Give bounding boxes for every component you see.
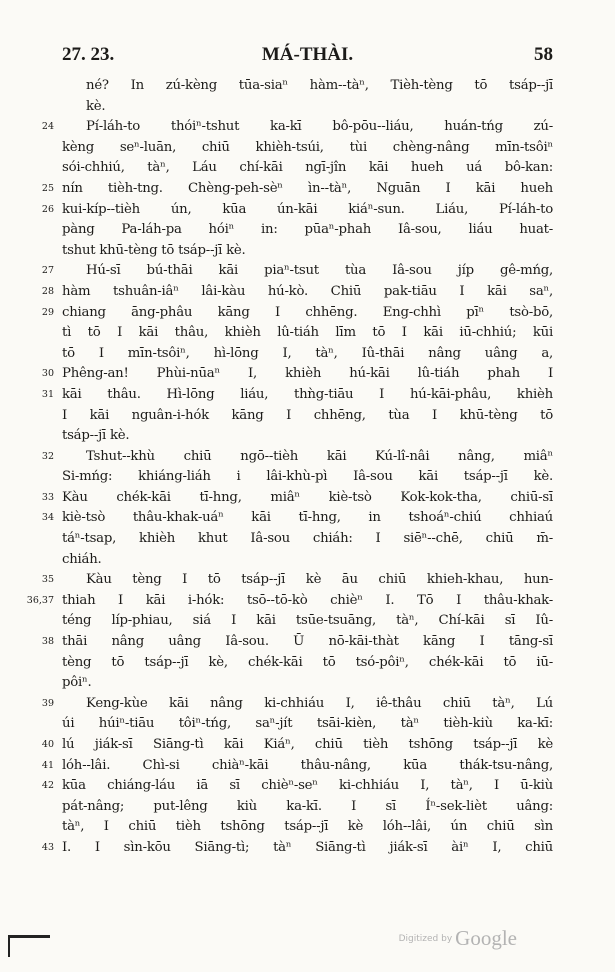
text-line [41, 364, 553, 385]
line-text: pàng Pa-láh-pa hóiⁿ in: pūaⁿ-phah Iâ-sou, liáu huat- [62, 222, 553, 238]
scan-edge-mark [8, 935, 50, 938]
text-line [41, 117, 553, 138]
verse-number: 29 [41, 306, 54, 318]
line-text: kūa chiáng-láu iā sī chièⁿ-seⁿ ki-chhiáu I, tàⁿ, I ū-kiù [62, 778, 553, 794]
line-text: kui-kíp--tièh ún, kūa ún-kāi kiáⁿ-sun. Liáu, Pí-láh-to [62, 201, 553, 217]
text-line [62, 550, 553, 571]
text-line [41, 303, 553, 324]
line-text: hàm tshuân-iâⁿ lâi-kàu hú-kò. Chiū pak-tiāu I kāi saⁿ, [62, 283, 553, 299]
text-line [62, 323, 553, 344]
text-line [41, 447, 553, 468]
text-line [41, 756, 553, 777]
verse-number: 41 [41, 759, 54, 771]
line-text: tì tō I kāi thâu, khièh lû-tiáh līm tō I kāi iū-chhiú; kūi [62, 325, 553, 341]
verse-number: 32 [41, 450, 54, 462]
text-line [62, 220, 553, 241]
verse-number: 26 [41, 203, 54, 215]
line-text: kè. [86, 98, 106, 114]
verse-number: 31 [41, 388, 54, 400]
verse-number: 38 [41, 636, 54, 648]
verse-number: 25 [41, 182, 54, 194]
line-text: kèng seⁿ-luān, chiū khièh-tsúi, tùi chèng-nâng mīn-tsôiⁿ [62, 139, 553, 155]
text-line [62, 529, 553, 550]
scan-edge-tick [8, 935, 10, 957]
verse-number: 35 [41, 574, 54, 586]
text-line [62, 817, 553, 838]
line-text: Phêng-an! Phùi-nūaⁿ I, khièh hú-kāi lû-tiáh phah I [62, 366, 553, 382]
text-line [62, 344, 553, 365]
watermark-prefix: Digitized by [398, 933, 453, 944]
line-text: né? In zú-kèng tūa-siaⁿ hàm--tàⁿ, Tièh-tèng tō tsáp--jī [86, 78, 553, 93]
verse-number: 43 [41, 841, 54, 853]
line-text: thiah I kāi i-hók: tsō--tō-kò chièⁿ I. Tō I thâu-khak- [62, 592, 553, 608]
line-text: tàⁿ, I chiū tièh tshōng tsáp--jī kè lóh--lâi, ún chiū sìn [62, 819, 553, 835]
line-text: tshut khū-tèng tō tsáp--jī kè. [62, 242, 246, 258]
text-line [41, 570, 553, 591]
verse-number: 28 [41, 285, 54, 297]
chapter-verse-reference: 27. 23. [62, 44, 115, 65]
text-line [41, 694, 553, 715]
text-line [41, 282, 553, 303]
text-line [26, 591, 553, 612]
verse-number: 24 [41, 121, 54, 133]
line-text: thāi nâng uâng Iâ-sou. Ū nō-kāi-thàt kāng I tāng-sī [62, 634, 553, 650]
text-line [41, 508, 553, 529]
text-line [62, 97, 553, 118]
line-text: téng líp-phiau, siá I kāi tsūe-tsuāng, tàⁿ, Chí-kāi sī Iû- [62, 613, 553, 629]
digitization-watermark [399, 926, 517, 951]
line-text: tō I mīn-tsôiⁿ, hì-lōng I, tàⁿ, Iû-thāi nâng uâng a, [62, 345, 553, 361]
text-line [62, 406, 553, 427]
running-header [62, 44, 553, 70]
page-number: 58 [534, 44, 553, 65]
line-text: pôiⁿ. [62, 675, 92, 691]
line-text: chiang āng-phâu kāng I chhēng. Eng-chhì pīⁿ tsò-bō, [62, 304, 553, 320]
line-text: lú jiák-sī Siāng-tì kāi Kiáⁿ, chiū tièh tshōng tsáp--jī kè [62, 737, 553, 752]
text-line [41, 838, 553, 859]
verse-number: 34 [41, 512, 54, 524]
line-text: Kàu tèng I tō tsáp--jī kè āu chiū khieh-khau, hun- [86, 572, 553, 588]
text-line [41, 776, 553, 797]
text-line [41, 735, 553, 756]
line-text: Pí-láh-to thóiⁿ-tshut ka-kī bô-pōu--liáu, huán-tńg zú- [86, 119, 553, 135]
text-line [62, 653, 553, 674]
text-line [41, 488, 553, 509]
scripture-text-body [26, 76, 553, 859]
text-line [41, 179, 553, 200]
line-text: nín tièh-tng. Chèng-peh-sèⁿ ìn--tàⁿ, Nguān I kāi hueh [62, 180, 553, 196]
line-text: tsáp--jī kè. [62, 428, 130, 444]
verse-number: 39 [41, 697, 54, 709]
line-text: táⁿ-tsap, khièh khut Iâ-sou chiáh: I siēⁿ--chē, chiū m̄- [62, 531, 553, 547]
text-line [62, 467, 553, 488]
line-text: úi húiⁿ-tiāu tôiⁿ-tńg, saⁿ-jít tsāi-kièn, tàⁿ tièh-kiù ka-kī: [62, 716, 553, 732]
text-line [62, 426, 553, 447]
verse-number: 42 [41, 780, 54, 792]
line-text: sói-chhiú, tàⁿ, Láu chí-kāi ngī-jîn kāi hueh uá bô-kan: [62, 160, 553, 176]
line-text: kāi thâu. Hì-lōng liáu, thǹg-tiāu I hú-kāi-phâu, khièh [62, 386, 553, 402]
verse-number: 33 [41, 491, 54, 503]
line-text: kiè-tsò thâu-khak-uáⁿ kāi tī-hng, in tshoáⁿ-chiú chhiaú [62, 510, 553, 526]
text-line [62, 76, 553, 97]
text-line [62, 241, 553, 262]
line-text: chiáh. [62, 551, 102, 567]
book-title: MÁ-THÀI. [261, 44, 354, 65]
text-line [41, 261, 553, 282]
line-text: Keng-kùe kāi nâng ki-chhiáu I, iê-thâu chiū tàⁿ, Lú [86, 695, 553, 711]
line-text: Tshut--khù chiū ngō--tièh kāi Kú-lî-nâi nâng, miâⁿ [86, 448, 553, 464]
verse-number: 40 [41, 739, 54, 750]
line-text: I. I sìn-kōu Siāng-tì; tàⁿ Siāng-tì jiák-sī àiⁿ I, chiū [62, 839, 553, 855]
line-text: Kàu chék-kāi tī-hng, miâⁿ kiè-tsò Kok-kok-tha, chiū-sī [62, 489, 553, 505]
text-line [41, 632, 553, 653]
text-line [62, 611, 553, 632]
line-text: pát-nâng; put-lêng kiù ka-kī. I sī Íⁿ-sek-lièt uâng: [62, 798, 553, 814]
text-line [62, 158, 553, 179]
watermark-brand: Google [455, 926, 517, 950]
text-line [62, 797, 553, 818]
text-line [62, 138, 553, 159]
line-text: Si-mńg: khiáng-liáh i lâi-khù-pì Iâ-sou kāi tsáp--jī kè. [62, 469, 553, 485]
verse-number: 36,37 [26, 594, 54, 606]
text-line [62, 714, 553, 735]
verse-number: 30 [41, 368, 54, 380]
text-line [41, 200, 553, 221]
line-text: tèng tō tsáp--jī kè, chék-kāi tō tsó-pôiⁿ, chék-kāi tō iū- [62, 654, 553, 670]
line-text: I kāi nguân-i-hók kāng I chhēng, tùa I khū-tèng tō [62, 407, 553, 423]
text-line [41, 385, 553, 406]
line-text: Hú-sī bú-thāi kāi piaⁿ-tsut tùa Iâ-sou jíp gê-mńg, [86, 263, 553, 279]
text-line [62, 673, 553, 694]
verse-number: 27 [41, 265, 54, 277]
line-text: lóh--lâi. Chì-si chiàⁿ-kāi thâu-nâng, kūa thák-tsu-nâng, [62, 757, 553, 773]
